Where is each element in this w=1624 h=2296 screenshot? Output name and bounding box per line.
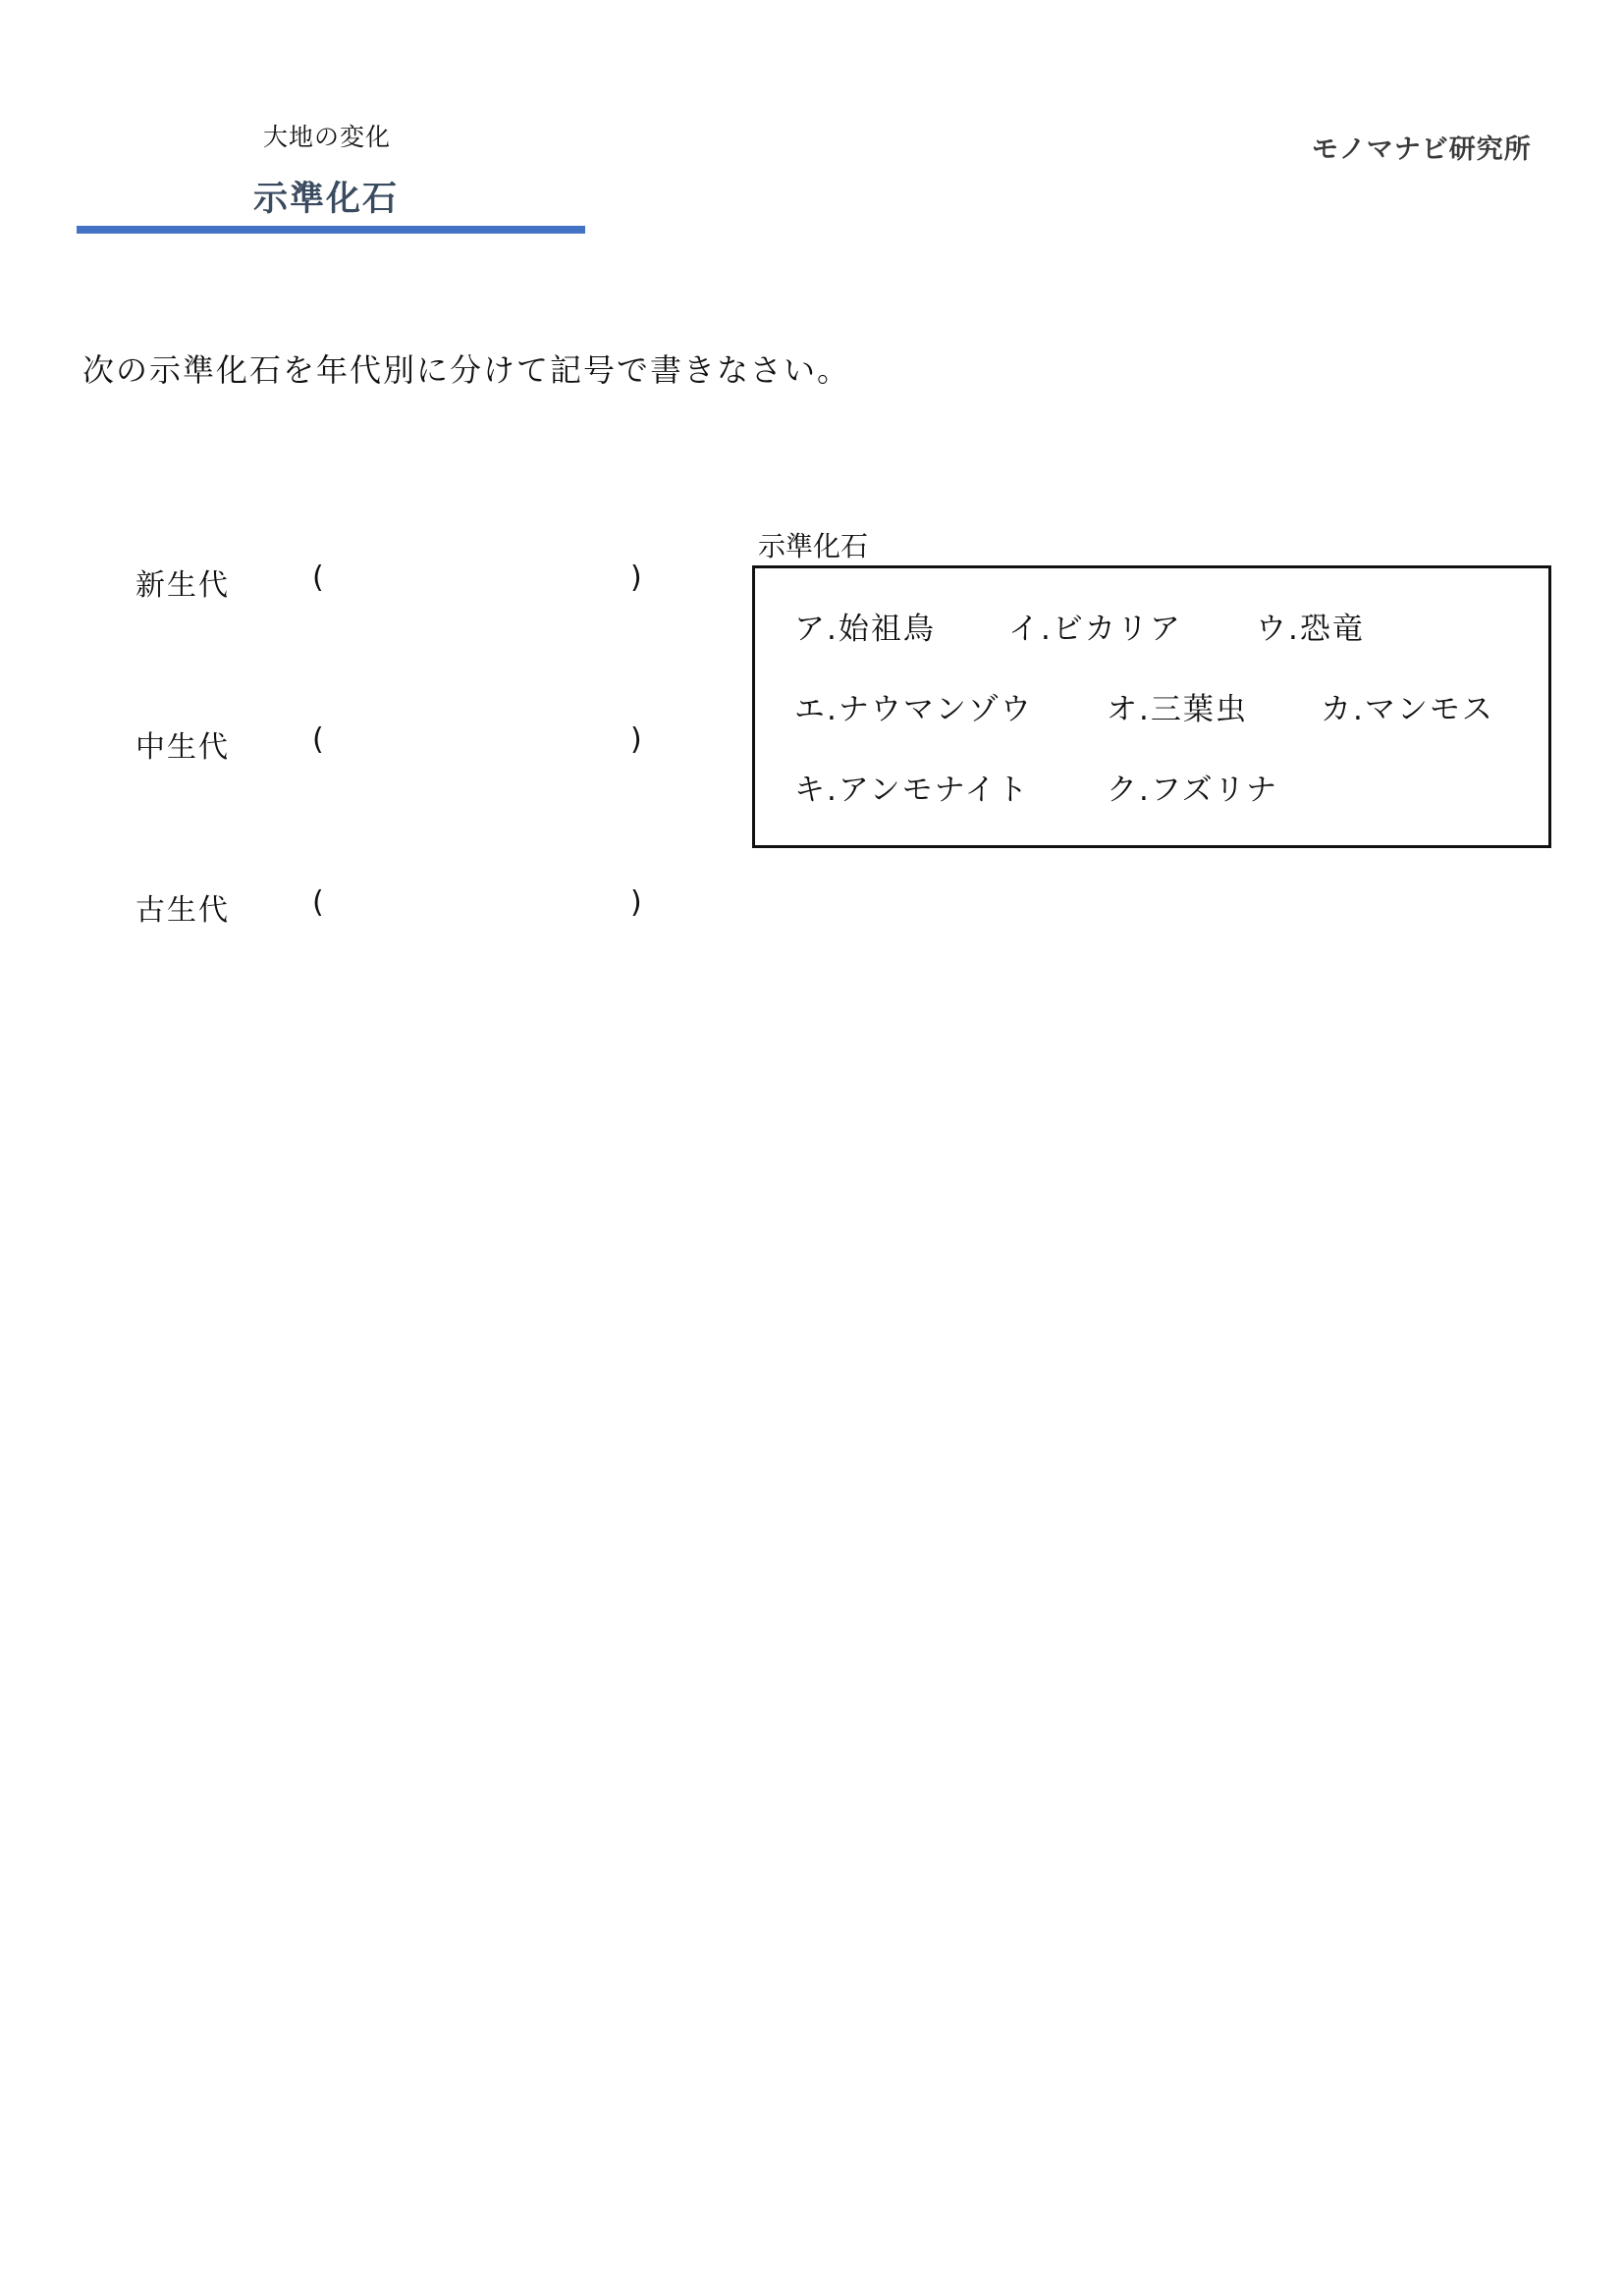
era-label: 古生代 [135,893,230,928]
fossil-item: ウ.恐竜 [1256,612,1365,647]
paren-open: ( [312,885,324,920]
paren-close: ) [630,561,642,595]
era-row-cenozoic [135,561,666,604]
era-label: 新生代 [135,568,230,603]
era-row-mesozoic [135,722,666,766]
paren-close: ) [630,722,642,757]
fossil-item: オ.三葉虫 [1107,692,1248,727]
fossil-item: カ.マンモス [1321,692,1494,727]
page-title: 示準化石 [253,180,400,219]
era-row-paleozoic [135,885,666,929]
fossil-box [752,565,1551,848]
paren-close: ) [630,885,642,920]
fossil-item: キ.アンモナイト [794,773,1030,808]
fossil-item: ク.フズリナ [1107,773,1278,808]
fossil-box-label: 示準化石 [758,530,869,562]
paren-open: ( [312,722,324,757]
instruction-text: 次の示準化石を年代別に分けて記号で書きなさい。 [82,351,851,389]
paren-open: ( [312,561,324,595]
fossil-item: ア.始祖鳥 [794,612,936,647]
brand-logo: モノマナビ研究所 [1312,134,1532,165]
fossil-item: イ.ビカリア [1008,612,1182,647]
answer-field[interactable] [342,885,754,929]
subtitle: 大地の変化 [263,123,392,151]
answer-field[interactable] [342,722,754,766]
fossil-item: エ.ナウマンゾウ [794,692,1033,727]
answer-field[interactable] [342,561,754,604]
era-label: 中生代 [135,730,230,765]
title-underline [77,226,585,234]
